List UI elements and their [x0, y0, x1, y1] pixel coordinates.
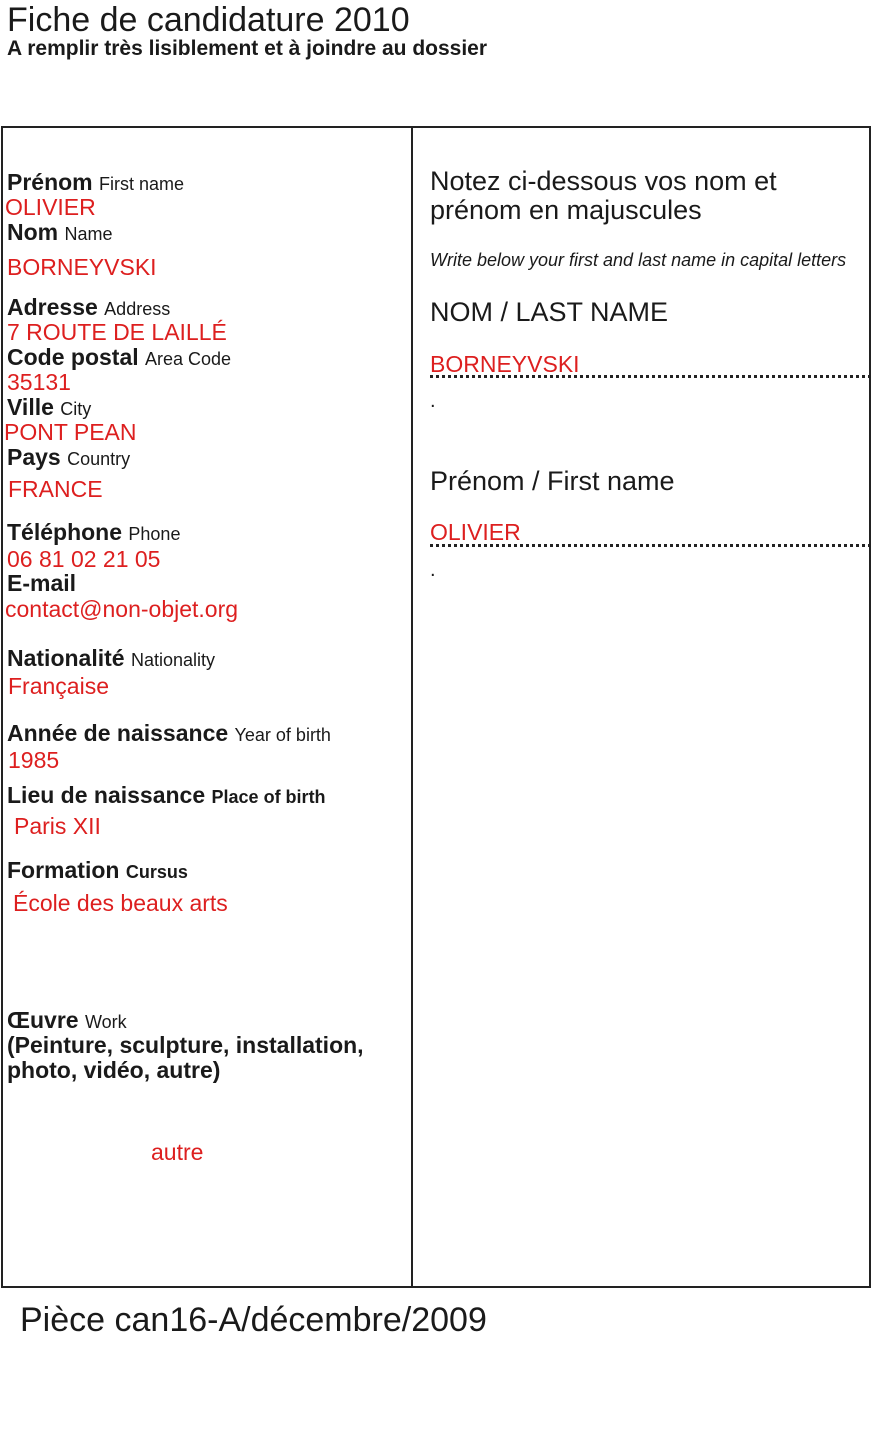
last-name-entry[interactable]: BORNEYVSKI	[430, 351, 580, 377]
work-types-line1: (Peinture, sculpture, installation,	[7, 1032, 364, 1058]
email-value[interactable]: contact@non-objet.org	[5, 596, 239, 622]
last-name-heading: NOM / LAST NAME	[430, 297, 669, 327]
last-name-dotted-line	[430, 375, 871, 378]
last-name-dot-mark: .	[430, 390, 436, 412]
address-label: Adresse Address	[7, 294, 171, 320]
document-reference: Pièce can16-A/décembre/2009	[20, 1301, 487, 1339]
nationality-value[interactable]: Française	[8, 673, 109, 699]
birth-year-value[interactable]: 1985	[8, 747, 60, 773]
first-name-label: Prénom First name	[7, 169, 185, 195]
nationality-label: Nationalité Nationality	[7, 645, 216, 671]
first-name-value[interactable]: OLIVIER	[5, 194, 96, 220]
name-label: Nom Name	[7, 219, 113, 245]
first-name-heading: Prénom / First name	[430, 466, 675, 496]
work-value[interactable]: autre	[151, 1139, 204, 1165]
first-name-dotted-line	[430, 544, 871, 547]
form-title: Fiche de candidature 2010	[7, 1, 410, 39]
english-instruction: Write below your first and last name in capital letters	[430, 250, 847, 270]
cursus-label: Formation Cursus	[7, 857, 188, 883]
form-subtitle: A remplir très lisiblement et à joindre au dossier	[7, 37, 488, 60]
right-heading-line1: Notez ci-dessous vos nom et	[430, 166, 777, 196]
city-label: Ville City	[7, 394, 92, 420]
first-name-entry[interactable]: OLIVIER	[430, 519, 521, 545]
work-types-line2: photo, vidéo, autre)	[7, 1057, 221, 1083]
email-label: E-mail	[7, 570, 77, 596]
first-name-dot-mark: .	[430, 559, 436, 581]
birth-place-value[interactable]: Paris XII	[14, 813, 101, 839]
country-value[interactable]: FRANCE	[8, 476, 103, 502]
phone-label: Téléphone Phone	[7, 519, 181, 545]
birth-year-label: Année de naissance Year of birth	[7, 720, 331, 746]
birth-place-label: Lieu de naissance Place of birth	[7, 782, 326, 808]
area-code-value[interactable]: 35131	[7, 369, 71, 395]
country-label: Pays Country	[7, 444, 131, 470]
column-divider	[411, 126, 413, 1286]
phone-value[interactable]: 06 81 02 21 05	[7, 546, 161, 572]
cursus-value[interactable]: École des beaux arts	[13, 890, 228, 916]
city-value[interactable]: PONT PEAN	[4, 419, 137, 445]
right-heading-line2: prénom en majuscules	[430, 195, 702, 225]
address-value[interactable]: 7 ROUTE DE LAILLÉ	[7, 319, 227, 345]
work-label: Œuvre Work	[7, 1007, 127, 1033]
area-code-label: Code postal Area Code	[7, 344, 232, 370]
name-value[interactable]: BORNEYVSKI	[7, 254, 157, 280]
